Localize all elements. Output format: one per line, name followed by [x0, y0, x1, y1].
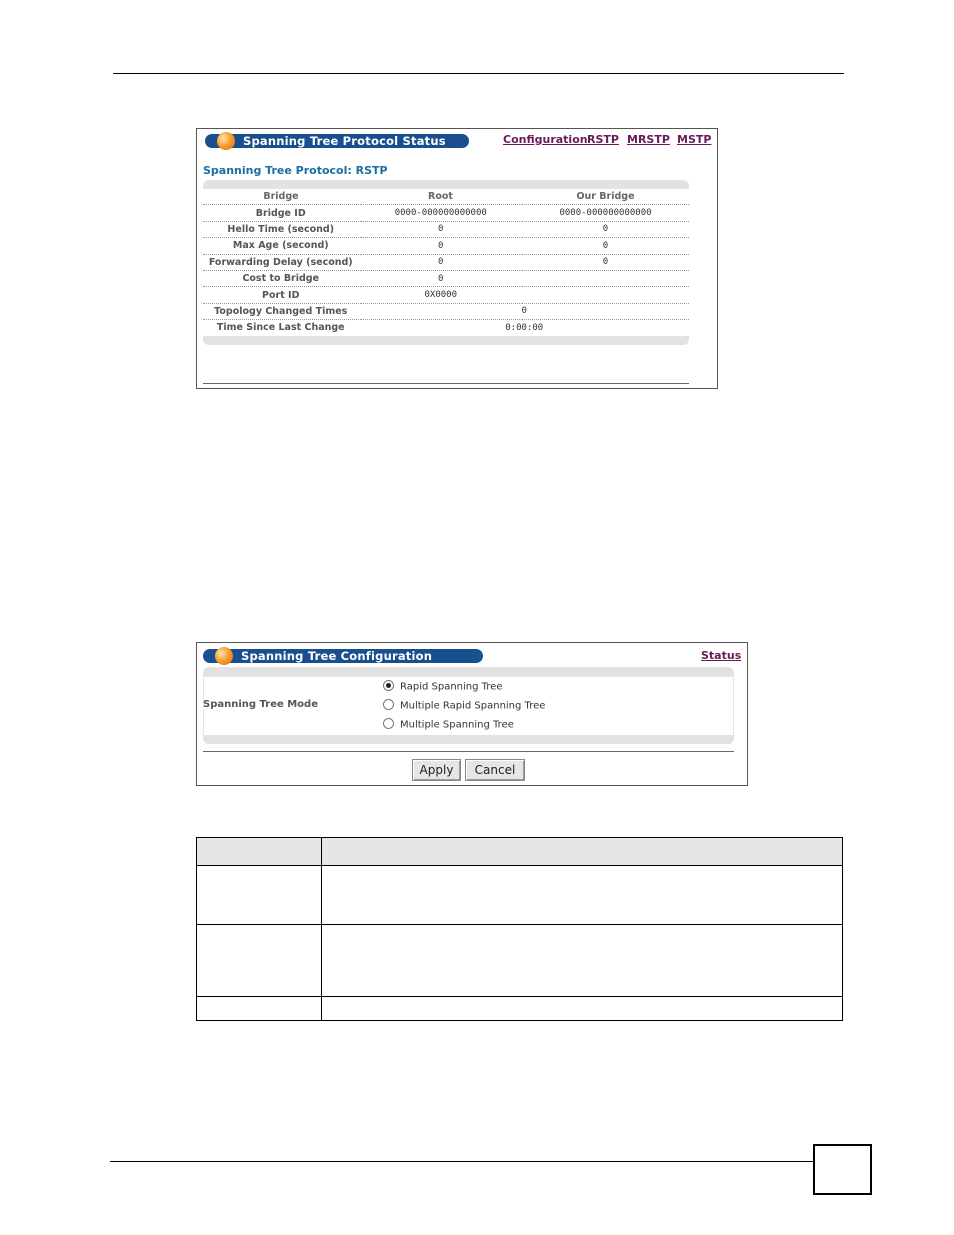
row-label: Time Since Last Change — [203, 320, 359, 336]
row-label: Hello Time (second) — [203, 221, 359, 237]
link-configuration[interactable]: Configuration — [503, 133, 588, 146]
table-top-band — [203, 180, 689, 189]
root-value: 0 — [359, 254, 522, 270]
header-cell — [197, 838, 322, 866]
row-label: Bridge ID — [203, 205, 359, 221]
our-value — [522, 287, 689, 303]
table-row — [203, 303, 689, 319]
our-value: 0 — [522, 221, 689, 237]
radio-icon[interactable] — [383, 699, 394, 710]
table-row — [197, 997, 843, 1021]
col-root: Root — [359, 189, 522, 205]
option-label: Multiple Spanning Tree — [400, 719, 514, 731]
root-value: 0 — [359, 270, 522, 286]
status-title-bar — [205, 134, 469, 148]
root-value: 0 — [359, 238, 522, 254]
col-our-bridge: Our Bridge — [522, 189, 689, 205]
our-value: 0000-000000000000 — [522, 205, 689, 221]
table-cell — [197, 997, 322, 1021]
option-label: Rapid Spanning Tree — [400, 681, 503, 693]
row-label: Topology Changed Times — [203, 303, 359, 319]
table-cell — [321, 925, 842, 997]
col-bridge: Bridge — [203, 189, 359, 205]
table-cell — [197, 866, 322, 925]
link-mstp[interactable]: MSTP — [677, 133, 712, 146]
cancel-button[interactable]: Cancel — [465, 759, 525, 781]
radio-icon[interactable] — [383, 718, 394, 729]
stp-config-panel — [196, 642, 748, 786]
row-label: Max Age (second) — [203, 238, 359, 254]
table-bottom-band — [203, 336, 689, 345]
table-header-row — [197, 838, 843, 866]
status-table — [203, 189, 689, 337]
config-top-band — [203, 667, 734, 676]
row-label: Cost to Bridge — [203, 270, 359, 286]
table-header-row — [203, 189, 689, 205]
table-cell — [321, 866, 842, 925]
link-mrstp[interactable]: MRSTP — [627, 133, 670, 146]
orb-icon — [215, 647, 233, 665]
our-value: 0 — [522, 238, 689, 254]
apply-button[interactable]: Apply — [412, 759, 461, 781]
footer-rule — [110, 1161, 815, 1162]
radio-selected-icon[interactable] — [383, 680, 394, 691]
config-bottom-band — [203, 735, 734, 744]
row-label: Forwarding Delay (second) — [203, 254, 359, 270]
orb-icon — [217, 132, 235, 150]
row-label: Port ID — [203, 287, 359, 303]
mode-label: Spanning Tree Mode — [203, 699, 318, 710]
option-label: Multiple Rapid Spanning Tree — [400, 700, 546, 712]
option-multiple-spanning-tree[interactable] — [383, 719, 514, 731]
status-title: Spanning Tree Protocol Status — [243, 134, 446, 148]
table-cell — [321, 997, 842, 1021]
table-row — [203, 238, 689, 254]
stp-status-panel — [196, 128, 718, 389]
config-divider — [203, 751, 734, 752]
header-cell — [321, 838, 842, 866]
table-row — [197, 925, 843, 997]
our-value: 0 — [522, 254, 689, 270]
config-title-bar — [203, 649, 483, 663]
header-rule — [113, 73, 844, 74]
merged-value: 0:00:00 — [359, 320, 689, 336]
table-row — [203, 221, 689, 237]
table-row — [203, 287, 689, 303]
link-status[interactable]: Status — [701, 649, 742, 662]
root-value: 0X0000 — [359, 287, 522, 303]
merged-value: 0 — [359, 303, 689, 319]
table-cell — [197, 925, 322, 997]
table-row — [203, 270, 689, 286]
page-number-box — [813, 1144, 872, 1195]
table-row — [197, 866, 843, 925]
root-value: 0 — [359, 221, 522, 237]
panel-divider — [203, 383, 689, 384]
config-title: Spanning Tree Configuration — [241, 649, 433, 663]
root-value: 0000-000000000000 — [359, 205, 522, 221]
link-rstp[interactable]: RSTP — [587, 133, 619, 146]
table-row — [203, 254, 689, 270]
protocol-line: Spanning Tree Protocol: RSTP — [203, 164, 388, 177]
table-row — [203, 320, 689, 336]
option-rapid-spanning-tree[interactable] — [383, 681, 503, 693]
description-table — [196, 837, 843, 1021]
table-row — [203, 205, 689, 221]
our-value — [522, 270, 689, 286]
option-multiple-rapid-spanning-tree[interactable] — [383, 700, 545, 712]
